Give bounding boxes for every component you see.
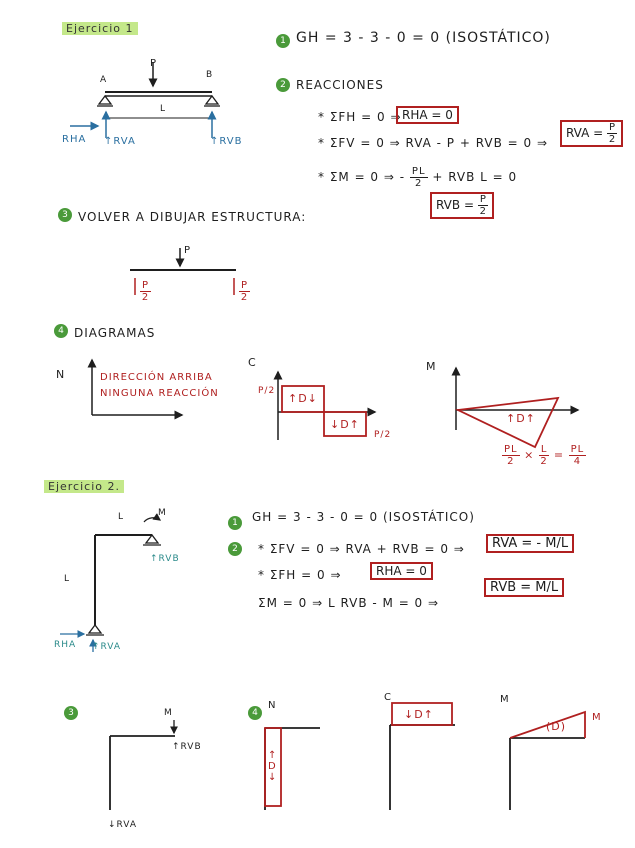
ex2-step3-rva: ↓RVA xyxy=(108,820,138,830)
ex1-redraw-ra: $\frac{P}{2}$ xyxy=(141,280,150,303)
ex1-m-sign: ↑D↑ xyxy=(506,412,536,425)
ex2-step1-badge: 1 xyxy=(228,516,242,530)
ex1-eq-m: * ΣM = 0 ⇒ - $\frac{PL}{2}$ + RVB L = 0 xyxy=(318,166,518,189)
ex2-eq-fv: * ΣFV = 0 ⇒ RVA + RVB = 0 ⇒ xyxy=(258,542,465,556)
ex1-n-text2: NINGUNA REACCIÓN xyxy=(100,388,219,399)
ex1-m-label: M xyxy=(426,360,437,373)
ex1-result-rha: RHA = 0 xyxy=(396,106,459,124)
ex2-m-sign: (D) xyxy=(546,720,567,733)
ex1-diagrams-title: DIAGRAMAS xyxy=(74,326,156,340)
ex2-step3-rvb: ↑RVB xyxy=(172,742,202,752)
ex2-eq-m: ΣM = 0 ⇒ L RVB - M = 0 ⇒ xyxy=(258,596,440,610)
ex1-step4-badge: 4 xyxy=(54,324,68,338)
ex1-c-diagram xyxy=(278,372,375,440)
ex2-step3-figure xyxy=(110,720,175,810)
ex1-c-right-value: P/2 xyxy=(374,430,392,440)
ex1-result-rvb: RVB = $\frac{P}{2}$ xyxy=(430,192,494,219)
ex2-step2-badge: 2 xyxy=(228,542,242,556)
ex1-step2-badge: 2 xyxy=(276,78,290,92)
ex1-support-b: B xyxy=(206,70,214,80)
ex1-eq-fh: * ΣFH = 0 ⇒ xyxy=(318,110,402,124)
ex1-n-label: N xyxy=(56,368,66,381)
ex1-redraw-title: VOLVER A DIBUJAR ESTRUCTURA: xyxy=(78,210,307,224)
ex2-result-rvb: RVB = M/L xyxy=(484,578,564,597)
ex2-moment-label: M xyxy=(158,508,167,518)
ex1-step3-badge: 3 xyxy=(58,208,72,222)
ex1-rha-label: RHA xyxy=(62,134,87,145)
ex2-rva-label: ↑RVA xyxy=(92,642,122,652)
ex2-result-rva: RVA = - M/L xyxy=(486,534,574,553)
ex1-length-label: L xyxy=(160,104,167,114)
ex1-m-diagram xyxy=(456,368,578,447)
ex2-step3-moment: M xyxy=(164,708,173,718)
ex2-eq-fh: * ΣFH = 0 ⇒ xyxy=(258,568,342,582)
ex1-beam-figure xyxy=(70,62,220,138)
ex1-rvb-label: ↑RVB xyxy=(210,136,243,147)
ex2-m-label: M xyxy=(500,694,510,705)
ex2-step3-badge: 3 xyxy=(64,706,78,720)
ex2-result-rha: RHA = 0 xyxy=(370,562,433,580)
ex1-degree-eq: GH = 3 - 3 - 0 = 0 (ISOSTÁTICO) xyxy=(296,30,551,46)
ex2-rvb-label: ↑RVB xyxy=(150,554,180,564)
ex1-load-label: P xyxy=(150,58,158,69)
ex1-c-label: C xyxy=(248,356,257,369)
ex2-length-side: L xyxy=(64,574,71,584)
ex2-frame-figure xyxy=(60,518,161,652)
ex2-n-label: N xyxy=(268,700,277,711)
ex1-step1-badge: 1 xyxy=(276,34,290,48)
ex1-reactions-title: REACCIONES xyxy=(296,78,384,92)
ex2-degree-eq: GH = 3 - 3 - 0 = 0 (ISOSTÁTICO) xyxy=(252,510,475,524)
ex2-step4-badge: 4 xyxy=(248,706,262,720)
ex2-rha-label: RHA xyxy=(54,640,77,650)
ex1-c-bottom-sign: ↓D↑ xyxy=(330,418,360,431)
ex2-c-sign: ↓D↑ xyxy=(404,708,434,721)
ex1-c-top-sign: ↑D↓ xyxy=(288,392,318,405)
ex2-title: Ejercicio 2. xyxy=(44,480,124,493)
ex1-result-rva: RVA = $\frac{P}{2}$ xyxy=(560,120,623,147)
ex1-rva-label: ↑RVA xyxy=(104,136,136,147)
ex1-redraw-load: P xyxy=(184,245,192,256)
ex2-c-label: C xyxy=(384,692,392,703)
ex1-redraw-rb: $\frac{P}{2}$ xyxy=(240,280,249,303)
ex1-m-max-value: $\frac{PL}{2}$ × $\frac{L}{2}$ = $\frac{PL}{4}$ xyxy=(504,444,585,467)
ex1-c-left-value: P/2 xyxy=(258,386,276,396)
ex1-title: Ejercicio 1 xyxy=(62,22,138,35)
ex1-support-a: A xyxy=(100,75,108,85)
ex2-length-top: L xyxy=(118,512,125,522)
ex1-n-text1: DIRECCIÓN ARRIBA xyxy=(100,372,213,383)
ex2-m-side-value: M xyxy=(592,712,602,723)
ex2-n-sign: ↑ D ↓ xyxy=(268,750,278,783)
ex1-eq-fv: * ΣFV = 0 ⇒ RVA - P + RVB = 0 ⇒ xyxy=(318,136,549,150)
